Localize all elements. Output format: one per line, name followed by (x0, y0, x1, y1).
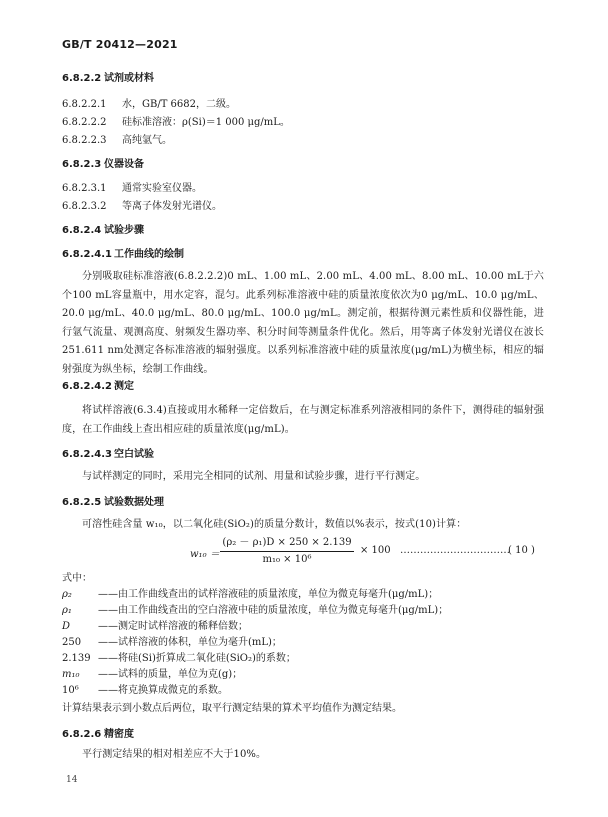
section-heading-68243 (62, 448, 154, 462)
clause-number: 6.8.2.2.1 (62, 99, 107, 110)
section-title: 精密度 (104, 729, 134, 740)
section-number: 6.8.2.4 (62, 225, 102, 236)
section-title: 试剂或材料 (104, 73, 154, 84)
definition-text: ——试样溶液的体积，单位为毫升(mL)； (98, 637, 282, 648)
section-number: 6.8.2.5 (62, 497, 102, 508)
definition-row (62, 636, 544, 650)
definition-text: ——测定时试样溶液的稀释倍数； (98, 621, 248, 632)
definition-text: ——由工作曲线查出的试样溶液硅的质量浓度，单位为微克每毫升(μg/mL)； (98, 589, 439, 600)
definition-row (62, 652, 544, 666)
paragraph-calibration-curve: 分别吸取硅标准溶液(6.8.2.2.2)0 mL、1.00 mL、2.00 mL、4.00 mL、8.00 mL、10.00 mL于六个100 mL容量瓶中，用水定容，混匀。此系列标准溶液中硅的质量浓度依次为0 μg/mL、10.0 μg/mL、20.0 μg/mL、40.0 μg/mL、80.0 μg/mL、100.0 μg/mL。测定前，根据待测元素性质和仪器性能，进行氩气流量、观测高度、射频发生器功率、积分时间等测量条件优化。然后，用等离子体发射光谱仪在波长251.611 nm处测定各标准溶液的辐射强度。以系列标准溶液中硅的质量浓度(μg/mL)为横坐标，相应的辐射强度为纵坐标，绘制工作曲线。 (62, 271, 544, 375)
definition-text: ——将硅(Si)折算成二氧化硅(SiO₂)的系数； (98, 653, 296, 664)
fraction-bar (220, 551, 354, 552)
section-number: 6.8.2.4.3 (62, 449, 112, 460)
clause-text: 高纯氩气。 (122, 135, 172, 146)
definition-text: ——试料的质量，单位为克(g)； (98, 669, 243, 680)
definition-symbol: ρ₂ (62, 589, 72, 600)
formula-leader-dots: …………………………… (400, 545, 510, 556)
clause-text: 硅标准溶液：ρ(Si)＝1 000 μg/mL。 (122, 117, 290, 128)
paragraph-precision: 平行测定结果的相对相差应不大于10%。 (82, 749, 267, 760)
section-heading-6822 (62, 72, 154, 86)
definition-symbol: 10⁶ (62, 685, 79, 696)
definition-row (62, 604, 544, 618)
section-title: 仪器设备 (104, 159, 144, 170)
section-title: 测定 (114, 381, 134, 392)
definition-row (62, 588, 544, 602)
clause-number: 6.8.2.3.1 (62, 183, 107, 194)
section-number: 6.8.2.6 (62, 729, 102, 740)
section-heading-68241 (62, 248, 184, 262)
where-label: 式中： (62, 573, 92, 584)
clause-68231 (62, 182, 202, 196)
clause-68221 (62, 98, 236, 112)
paragraph-blank-test: 与试样测定的同时，采用完全相同的试剂、用量和试验步骤，进行平行测定。 (82, 471, 426, 482)
definition-text: ——将克换算成微克的系数。 (98, 685, 228, 696)
section-heading-6825 (62, 496, 164, 510)
clause-68232 (62, 200, 222, 214)
formula-lhs: w₁₀ ＝ (190, 549, 220, 560)
definition-symbol: ρ₁ (62, 605, 72, 616)
standard-number: GB/T 20412—2021 (62, 38, 178, 51)
section-number: 6.8.2.4.1 (62, 249, 112, 260)
section-number: 6.8.2.3 (62, 159, 102, 170)
clause-68222 (62, 116, 290, 130)
section-heading-6823 (62, 158, 144, 172)
section-heading-6826 (62, 728, 134, 742)
definition-symbol: m₁₀ (62, 669, 80, 680)
section-heading-68242 (62, 380, 134, 394)
definition-symbol: 250 (62, 637, 82, 648)
section-title: 空白试验 (114, 449, 154, 460)
clause-text: 通常实验室仪器。 (122, 183, 202, 194)
section-title: 试验步骤 (104, 225, 144, 236)
formula-multiplier: × 100 (360, 545, 391, 556)
clause-68223 (62, 134, 172, 148)
clause-text: 等离子体发射光谱仪。 (122, 201, 222, 212)
section-title: 试验数据处理 (104, 497, 164, 508)
definition-row (62, 668, 544, 682)
clause-number: 6.8.2.2.2 (62, 117, 107, 128)
section-number: 6.8.2.4.2 (62, 381, 112, 392)
paragraph-determination: 将试样溶液(6.3.4)直接或用水稀释一定倍数后，在与测定标准系列溶液相同的条件下，测得硅的辐射强度，在工作曲线上查出相应硅的质量浓度(μg/mL)。 (62, 405, 544, 435)
equation-number: ( 10 ) (508, 545, 535, 556)
definition-row (62, 684, 544, 698)
paragraph-calculation-intro: 可溶性硅含量 w₁₀，以二氧化硅(SiO₂)的质量分数计，数值以%表示，按式(10)计算： (82, 519, 467, 530)
definition-text: ——由工作曲线查出的空白溶液中硅的质量浓度，单位为微克每毫升(μg/mL)； (98, 605, 449, 616)
definition-symbol: D (62, 621, 71, 632)
formula-10 (190, 536, 550, 570)
formula-numerator: (ρ₂ － ρ₁)D × 250 × 2.139 (222, 537, 352, 548)
formula-denominator: m₁₀ × 10⁶ (262, 554, 312, 565)
definition-symbol: 2.139 (62, 653, 91, 664)
section-title: 工作曲线的绘制 (114, 249, 184, 260)
definition-row (62, 620, 544, 634)
formula-fraction (220, 536, 354, 567)
paragraph-result-rounding: 计算结果表示到小数点后两位，取平行测定结果的算术平均值作为测定结果。 (62, 703, 402, 714)
clause-number: 6.8.2.3.2 (62, 201, 107, 212)
section-number: 6.8.2.2 (62, 73, 102, 84)
page-number: 14 (66, 775, 78, 785)
section-heading-6824 (62, 224, 144, 238)
clause-number: 6.8.2.2.3 (62, 135, 107, 146)
clause-text: 水，GB/T 6682，二级。 (122, 99, 237, 110)
